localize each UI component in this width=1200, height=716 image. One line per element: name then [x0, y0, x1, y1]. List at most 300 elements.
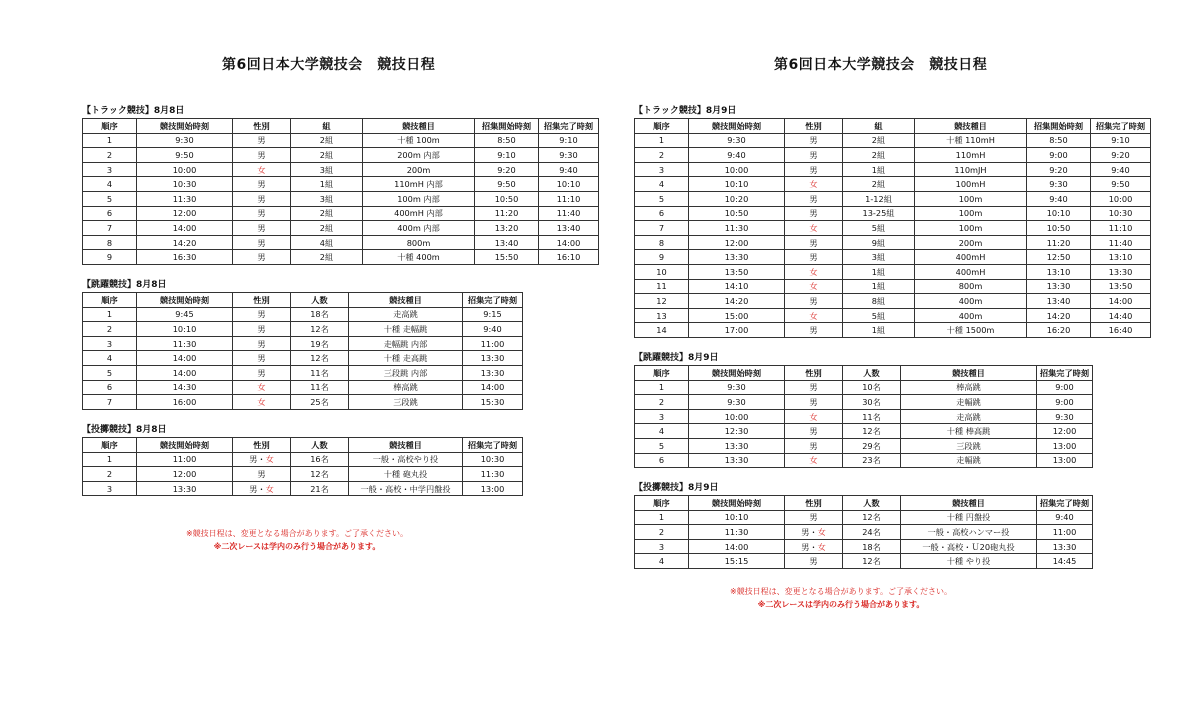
cell-event: 十種 やり投	[901, 554, 1037, 569]
cell-start-time: 9:40	[689, 148, 785, 163]
table-row	[635, 294, 1151, 309]
cell-start-time: 15:00	[689, 308, 785, 323]
gender-male: 男	[809, 208, 818, 219]
track-section-title: 【トラック競技】8月8日	[82, 106, 185, 116]
cell-gender	[785, 554, 843, 569]
gender-male: 男	[257, 149, 266, 160]
table-row	[83, 322, 523, 337]
cell-order: 8	[83, 235, 137, 250]
cell-event: 110mH 内部	[363, 177, 475, 192]
gender-female: 女	[809, 455, 818, 466]
cell-start-time: 16:00	[137, 395, 233, 410]
cell-gender	[233, 206, 291, 221]
cell-callroom-open: 12:50	[1027, 250, 1091, 265]
cell-gender	[785, 133, 843, 148]
header-col-entrants: 人数	[291, 293, 349, 308]
cell-start-time: 11:30	[137, 191, 233, 206]
cell-order: 2	[635, 148, 689, 163]
header-col-start-time: 競技開始時刻	[689, 496, 785, 511]
cell-event: 棒高跳	[901, 380, 1037, 395]
cell-callroom-close: 13:00	[463, 481, 523, 496]
cell-callroom-open: 15:50	[475, 250, 539, 265]
cell-callroom-close: 9:30	[1037, 409, 1093, 424]
cell-callroom-close: 14:00	[539, 235, 599, 250]
cell-heats: 2組	[291, 133, 363, 148]
gender-male: 男	[249, 454, 258, 465]
cell-start-time: 11:30	[689, 221, 785, 236]
cell-start-time: 14:10	[689, 279, 785, 294]
cell-heats: 2組	[843, 177, 915, 192]
cell-entrants: 16名	[291, 452, 349, 467]
table-row	[83, 133, 599, 148]
cell-event: 400mH	[915, 264, 1027, 279]
cell-event: 100m	[915, 191, 1027, 206]
cell-callroom-close: 11:10	[539, 191, 599, 206]
header-row	[635, 366, 1093, 381]
cell-start-time: 14:00	[137, 351, 233, 366]
jump-section	[82, 279, 523, 410]
gender-female: 女	[809, 266, 818, 277]
table-row	[83, 336, 523, 351]
gender-male: 男	[809, 295, 818, 306]
cell-callroom-close: 10:00	[1091, 191, 1151, 206]
header-col-event: 競技種目	[363, 119, 475, 134]
cell-callroom-close: 13:10	[1091, 250, 1151, 265]
table-row	[83, 467, 523, 482]
cell-callroom-close: 9:00	[1037, 395, 1093, 410]
cell-event: 一般・高校ハンマー投	[901, 525, 1037, 540]
table-row	[635, 308, 1151, 323]
cell-callroom-open: 8:50	[475, 133, 539, 148]
cell-event: 十種 走高跳	[349, 351, 463, 366]
gender-female: 女	[265, 454, 274, 465]
cell-entrants: 11名	[291, 380, 349, 395]
header-col-callroom-close: 招集完了時刻	[463, 293, 523, 308]
table-row	[635, 162, 1151, 177]
cell-order: 9	[83, 250, 137, 265]
track-section	[634, 105, 1151, 338]
cell-callroom-open: 16:20	[1027, 323, 1091, 338]
throw-table	[82, 437, 523, 496]
track-section-title: 【トラック競技】8月9日	[634, 106, 737, 116]
table-row	[635, 380, 1093, 395]
header-col-order: 順序	[635, 496, 689, 511]
cell-gender	[233, 133, 291, 148]
cell-start-time: 9:30	[689, 380, 785, 395]
cell-event: 200m	[363, 162, 475, 177]
cell-callroom-close: 14:45	[1037, 554, 1093, 569]
cell-callroom-close: 11:40	[539, 206, 599, 221]
header-row	[635, 496, 1093, 511]
header-col-callroom-close: 招集完了時刻	[1037, 496, 1093, 511]
cell-entrants: 29名	[843, 438, 901, 453]
cell-heats: 5組	[843, 221, 915, 236]
table-row	[83, 235, 599, 250]
cell-event: 110mH	[915, 148, 1027, 163]
table-row	[635, 554, 1093, 569]
cell-start-time: 9:30	[689, 133, 785, 148]
notes	[634, 585, 1048, 611]
gender-male: 男	[257, 222, 266, 233]
cell-start-time: 16:30	[137, 250, 233, 265]
cell-entrants: 19名	[291, 336, 349, 351]
cell-callroom-close: 14:40	[1091, 308, 1151, 323]
cell-callroom-close: 9:40	[463, 322, 523, 337]
cell-event: 100mH	[915, 177, 1027, 192]
cell-order: 3	[83, 162, 137, 177]
note-second-race: ※二次レースは学内のみ行う場合があります。	[757, 600, 925, 609]
cell-start-time: 9:30	[137, 133, 233, 148]
cell-gender	[233, 307, 291, 322]
cell-gender	[785, 221, 843, 236]
cell-order: 5	[83, 191, 137, 206]
cell-callroom-open: 11:20	[1027, 235, 1091, 250]
cell-callroom-open: 10:50	[1027, 221, 1091, 236]
cell-event: 十種 棒高跳	[901, 424, 1037, 439]
header-col-gender: 性別	[785, 119, 843, 134]
cell-gender	[233, 191, 291, 206]
gender-male: 男	[249, 483, 258, 494]
cell-callroom-open: 9:10	[475, 148, 539, 163]
table-row	[635, 279, 1151, 294]
cell-callroom-open: 9:20	[475, 162, 539, 177]
table-row	[635, 148, 1151, 163]
cell-start-time: 14:00	[137, 221, 233, 236]
cell-callroom-close: 13:30	[1091, 264, 1151, 279]
gender-male: 男	[809, 252, 818, 263]
gender-male: 男	[809, 556, 818, 567]
cell-callroom-close: 9:20	[1091, 148, 1151, 163]
cell-gender	[785, 294, 843, 309]
cell-heats: 1組	[291, 177, 363, 192]
cell-entrants: 21名	[291, 481, 349, 496]
header-col-gender: 性別	[233, 119, 291, 134]
header-row	[635, 119, 1151, 134]
page-title: 第6回日本大学競技会 競技日程	[222, 57, 436, 73]
cell-event: 棒高跳	[349, 380, 463, 395]
gender-female: 女	[809, 411, 818, 422]
cell-callroom-close: 10:30	[463, 452, 523, 467]
jump-section	[634, 352, 1093, 468]
cell-order: 5	[83, 365, 137, 380]
cell-gender	[233, 148, 291, 163]
cell-gender	[785, 235, 843, 250]
cell-gender	[233, 380, 291, 395]
gender-male: 男	[801, 526, 810, 537]
cell-order: 3	[635, 409, 689, 424]
gender-male: 男	[257, 323, 266, 334]
cell-callroom-close: 16:40	[1091, 323, 1151, 338]
cell-heats: 1組	[843, 323, 915, 338]
gender-male: 男	[257, 193, 266, 204]
header-col-gender: 性別	[233, 438, 291, 453]
cell-event: 十種 円盤投	[901, 510, 1037, 525]
cell-callroom-open: 13:20	[475, 221, 539, 236]
cell-callroom-close: 10:30	[1091, 206, 1151, 221]
cell-heats: 5組	[843, 308, 915, 323]
note-schedule-change: ※競技日程は、変更となる場合があります。ご了承ください。	[185, 529, 409, 538]
gender-male: 男	[257, 338, 266, 349]
table-row	[635, 235, 1151, 250]
cell-start-time: 13:30	[137, 481, 233, 496]
header-col-order: 順序	[635, 119, 689, 134]
cell-start-time: 11:30	[689, 525, 785, 540]
gender-male: 男	[809, 512, 818, 523]
cell-gender	[785, 148, 843, 163]
cell-start-time: 10:00	[689, 162, 785, 177]
cell-order: 7	[635, 221, 689, 236]
table-row	[635, 453, 1093, 468]
cell-gender	[233, 351, 291, 366]
table-row	[635, 539, 1093, 554]
cell-gender	[785, 177, 843, 192]
cell-event: 十種 110mH	[915, 133, 1027, 148]
gender-male: 男	[809, 135, 818, 146]
header-col-event: 競技種目	[901, 366, 1037, 381]
header-col-start-time: 競技開始時刻	[689, 366, 785, 381]
header-col-entrants: 人数	[843, 496, 901, 511]
cell-order: 4	[635, 554, 689, 569]
table-row	[635, 395, 1093, 410]
cell-order: 11	[635, 279, 689, 294]
header-col-event: 競技種目	[901, 496, 1037, 511]
cell-gender	[233, 395, 291, 410]
gender-male: 男	[257, 309, 266, 320]
cell-callroom-open: 9:00	[1027, 148, 1091, 163]
gender-female: 女	[809, 179, 818, 190]
cell-order: 3	[635, 539, 689, 554]
cell-event: 三段跳	[349, 395, 463, 410]
cell-gender	[233, 365, 291, 380]
cell-start-time: 10:20	[689, 191, 785, 206]
cell-callroom-open: 13:40	[1027, 294, 1091, 309]
gender-male: 男	[809, 193, 818, 204]
gender-female: 女	[809, 310, 818, 321]
cell-heats: 1組	[843, 279, 915, 294]
header-col-callroom-close: 招集完了時刻	[1037, 366, 1093, 381]
cell-start-time: 15:15	[689, 554, 785, 569]
gender-female: 女	[809, 281, 818, 292]
gender-female: 女	[265, 483, 274, 494]
cell-start-time: 17:00	[689, 323, 785, 338]
cell-gender	[785, 525, 843, 540]
cell-order: 10	[635, 264, 689, 279]
table-row	[635, 409, 1093, 424]
gender-separator: ・	[809, 526, 818, 537]
cell-entrants: 12名	[291, 351, 349, 366]
gender-male: 男	[257, 237, 266, 248]
gender-female: 女	[817, 541, 826, 552]
cell-event: 走幅跳	[901, 395, 1037, 410]
cell-heats: 2組	[291, 148, 363, 163]
cell-order: 12	[635, 294, 689, 309]
cell-start-time: 10:10	[137, 322, 233, 337]
table-row	[83, 452, 523, 467]
cell-callroom-close: 11:00	[463, 336, 523, 351]
cell-order: 6	[635, 453, 689, 468]
note-schedule-change: ※競技日程は、変更となる場合があります。ご了承ください。	[729, 587, 953, 596]
table-row	[635, 133, 1151, 148]
cell-callroom-close: 12:00	[1037, 424, 1093, 439]
cell-order: 1	[635, 510, 689, 525]
gender-male: 男	[257, 353, 266, 364]
cell-gender	[785, 409, 843, 424]
cell-gender	[785, 162, 843, 177]
cell-start-time: 13:50	[689, 264, 785, 279]
cell-event: 十種 400m	[363, 250, 475, 265]
cell-start-time: 12:30	[689, 424, 785, 439]
header-col-entrants: 人数	[843, 366, 901, 381]
cell-event: 110mJH	[915, 162, 1027, 177]
gender-male: 男	[257, 208, 266, 219]
cell-event: 十種 走幅跳	[349, 322, 463, 337]
header-col-order: 順序	[635, 366, 689, 381]
table-row	[83, 162, 599, 177]
cell-event: 一般・高校やり投	[349, 452, 463, 467]
cell-gender	[233, 221, 291, 236]
gender-male: 男	[257, 367, 266, 378]
track-table	[82, 118, 599, 265]
header-col-callroom-open: 招集開始時刻	[475, 119, 539, 134]
cell-heats: 3組	[291, 191, 363, 206]
cell-callroom-close: 15:30	[463, 395, 523, 410]
throw-section-title: 【投擲競技】8月8日	[82, 425, 167, 435]
cell-callroom-close: 9:50	[1091, 177, 1151, 192]
cell-gender	[785, 539, 843, 554]
header-col-callroom-close: 招集完了時刻	[1091, 119, 1151, 134]
cell-event: 走高跳	[901, 409, 1037, 424]
cell-order: 3	[83, 481, 137, 496]
header-col-callroom-close: 招集完了時刻	[539, 119, 599, 134]
track-table	[634, 118, 1151, 338]
cell-callroom-open: 9:40	[1027, 191, 1091, 206]
cell-gender	[233, 467, 291, 482]
cell-order: 9	[635, 250, 689, 265]
cell-event: 200m 内部	[363, 148, 475, 163]
cell-gender	[233, 336, 291, 351]
cell-heats: 4組	[291, 235, 363, 250]
header-col-start-time: 競技開始時刻	[689, 119, 785, 134]
gender-separator: ・	[809, 541, 818, 552]
cell-entrants: 12名	[291, 322, 349, 337]
gender-male: 男	[809, 237, 818, 248]
gender-male: 男	[809, 440, 818, 451]
cell-gender	[233, 481, 291, 496]
cell-event: 100m 内部	[363, 191, 475, 206]
table-row	[83, 177, 599, 192]
cell-entrants: 11名	[291, 365, 349, 380]
cell-callroom-close: 13:30	[463, 365, 523, 380]
cell-callroom-open: 13:10	[1027, 264, 1091, 279]
cell-event: 400m	[915, 308, 1027, 323]
cell-callroom-close: 10:10	[539, 177, 599, 192]
cell-heats: 3組	[843, 250, 915, 265]
cell-callroom-open: 9:50	[475, 177, 539, 192]
cell-start-time: 12:00	[137, 467, 233, 482]
cell-start-time: 11:30	[137, 336, 233, 351]
table-row	[83, 307, 523, 322]
cell-heats: 1組	[843, 264, 915, 279]
table-row	[635, 191, 1151, 206]
table-row	[635, 177, 1151, 192]
cell-gender	[785, 308, 843, 323]
cell-order: 6	[83, 380, 137, 395]
cell-callroom-close: 16:10	[539, 250, 599, 265]
cell-start-time: 10:10	[689, 510, 785, 525]
jump-table	[634, 365, 1093, 468]
header-row	[83, 119, 599, 134]
cell-order: 3	[635, 162, 689, 177]
throw-table	[634, 495, 1093, 569]
cell-order: 5	[635, 191, 689, 206]
cell-event: 走幅跳 内部	[349, 336, 463, 351]
cell-callroom-close: 11:00	[1037, 525, 1093, 540]
cell-event: 走高跳	[349, 307, 463, 322]
table-row	[83, 365, 523, 380]
header-col-callroom-open: 招集開始時刻	[1027, 119, 1091, 134]
table-row	[635, 438, 1093, 453]
cell-callroom-open: 8:50	[1027, 133, 1091, 148]
cell-callroom-close: 9:10	[539, 133, 599, 148]
table-row	[83, 221, 599, 236]
cell-order: 7	[83, 221, 137, 236]
header-col-event: 競技種目	[349, 438, 463, 453]
cell-start-time: 10:00	[137, 162, 233, 177]
throw-section	[82, 424, 523, 496]
cell-callroom-open: 13:30	[1027, 279, 1091, 294]
table-row	[635, 510, 1093, 525]
cell-start-time: 9:45	[137, 307, 233, 322]
header-col-gender: 性別	[785, 496, 843, 511]
cell-start-time: 13:30	[689, 250, 785, 265]
gender-male: 男	[809, 396, 818, 407]
table-row	[83, 351, 523, 366]
cell-start-time: 10:10	[689, 177, 785, 192]
cell-callroom-open: 13:40	[475, 235, 539, 250]
cell-callroom-close: 9:40	[1037, 510, 1093, 525]
cell-gender	[785, 206, 843, 221]
cell-order: 4	[83, 351, 137, 366]
note-second-race: ※二次レースは学内のみ行う場合があります。	[213, 542, 381, 551]
cell-gender	[785, 510, 843, 525]
gender-male: 男	[809, 426, 818, 437]
header-col-start-time: 競技開始時刻	[137, 293, 233, 308]
table-row	[635, 525, 1093, 540]
cell-start-time: 11:00	[137, 452, 233, 467]
cell-entrants: 30名	[843, 395, 901, 410]
cell-event: 100m	[915, 206, 1027, 221]
table-row	[83, 206, 599, 221]
cell-order: 14	[635, 323, 689, 338]
cell-order: 1	[635, 133, 689, 148]
cell-event: 400m	[915, 294, 1027, 309]
cell-order: 1	[83, 133, 137, 148]
cell-heats: 2組	[291, 250, 363, 265]
cell-start-time: 14:30	[137, 380, 233, 395]
cell-callroom-open: 11:20	[475, 206, 539, 221]
cell-gender	[233, 322, 291, 337]
header-col-order: 順序	[83, 438, 137, 453]
gender-male: 男	[809, 325, 818, 336]
cell-order: 1	[83, 307, 137, 322]
gender-male: 男	[257, 252, 266, 263]
cell-event: 一般・高校・中学円盤投	[349, 481, 463, 496]
cell-entrants: 24名	[843, 525, 901, 540]
cell-gender	[233, 177, 291, 192]
cell-gender	[233, 235, 291, 250]
cell-heats: 3組	[291, 162, 363, 177]
cell-event: 400m 内部	[363, 221, 475, 236]
